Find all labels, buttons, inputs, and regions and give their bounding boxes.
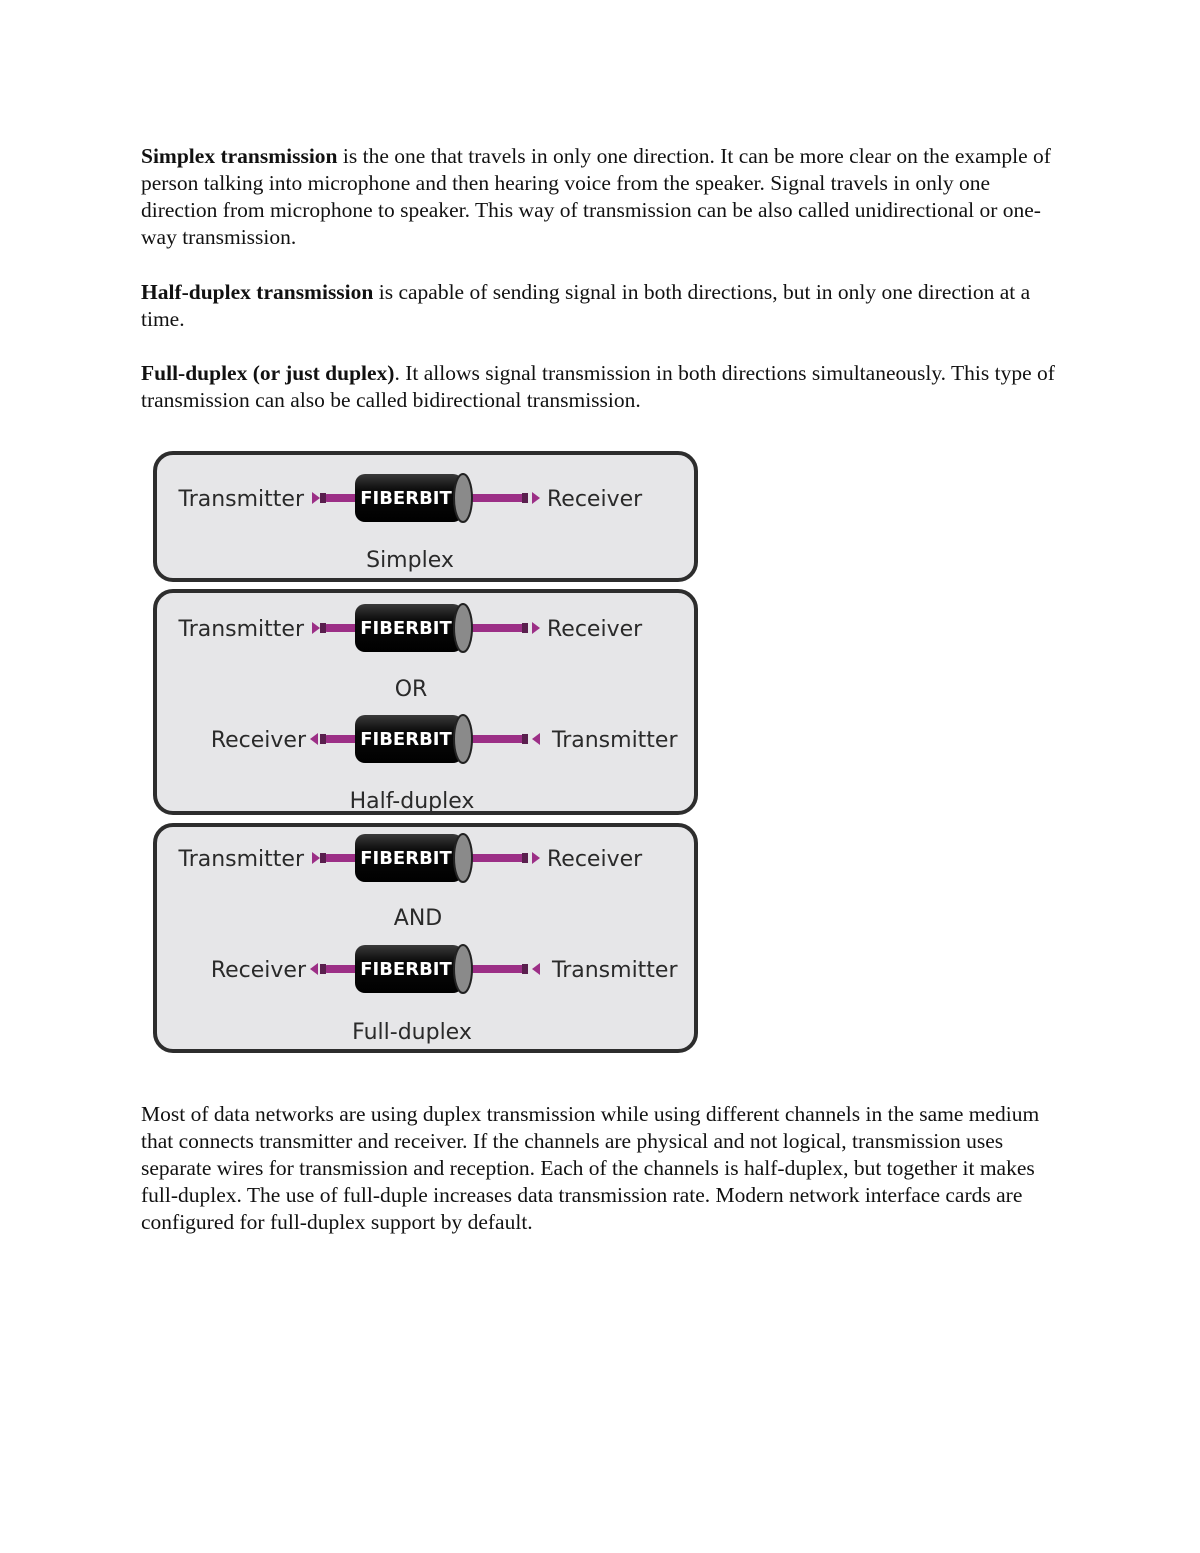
full-duplex-paragraph <box>141 360 1056 414</box>
connector-nub <box>522 734 528 744</box>
signal-line <box>324 494 360 502</box>
row-label-left: Receiver <box>210 958 306 983</box>
row-label-right: Receiver <box>547 617 643 642</box>
full-duplex-text: . It allows signal transmission in both directions simultaneously. This type of transmission can also be called bidirectional transmission. <box>141 361 1055 412</box>
row-label-right: Receiver <box>547 847 643 872</box>
row-label-left: Transmitter <box>178 487 304 512</box>
half-duplex-term: Half-duplex transmission <box>141 280 374 304</box>
fiber-cable-end <box>454 715 472 763</box>
fiber-cable-end <box>454 945 472 993</box>
half-duplex-title: Half-duplex <box>349 789 475 814</box>
row-label-right: Receiver <box>547 487 643 512</box>
row-label-left: Transmitter <box>178 847 304 872</box>
or-connector: OR <box>394 677 428 702</box>
connector-nub <box>522 853 528 863</box>
row-label-left: Receiver <box>210 728 306 753</box>
simplex-text: is the one that travels in only one direction. It can be more clear on the example of person talking into microphone and then hearing voice from the speaker. Signal travels in only one direction from microphone to speaker. This way of transmission can be also called unidirectional or one-way transmission. <box>141 144 1051 249</box>
simplex-paragraph <box>141 143 1056 251</box>
row-label-left: Transmitter <box>178 617 304 642</box>
connector-nub <box>320 964 326 974</box>
connector-nub <box>320 493 326 503</box>
connector-nub <box>522 964 528 974</box>
row-label-right: Transmitter <box>552 728 678 753</box>
fiberbit-brand-label: FIBERBIT <box>360 488 452 509</box>
connector-nub <box>522 493 528 503</box>
closing-paragraph: Most of data networks are using duplex transmission while using different channels in the same medium that connects transmitter and receiver. If the channels are physical and not logical, transmission uses separate wires for transmission and reception. Each of the channels is half-duplex, but together it makes full-duplex. The use of full-duple increases data transmission rate. Modern network interface cards are configured for full-duplex support by default. <box>141 1102 1040 1234</box>
fiber-cable-end <box>454 834 472 882</box>
connector-nub <box>320 623 326 633</box>
simplex-title: Simplex <box>366 548 454 573</box>
signal-line <box>324 624 360 632</box>
connector-nub <box>320 853 326 863</box>
fiberbit-brand-label: FIBERBIT <box>360 848 452 869</box>
row-label-right: Transmitter <box>552 958 678 983</box>
fiberbit-brand-label: FIBERBIT <box>360 729 452 750</box>
signal-line <box>324 965 360 973</box>
fiber-cable-end <box>454 604 472 652</box>
and-connector: AND <box>393 906 443 931</box>
fiberbit-brand-label: FIBERBIT <box>360 959 452 980</box>
connector-nub <box>320 734 326 744</box>
half-duplex-paragraph <box>141 279 1056 333</box>
full-duplex-title: Full-duplex <box>352 1020 472 1045</box>
simplex-term: Simplex transmission <box>141 144 338 168</box>
transmission-modes-diagram <box>150 448 702 1060</box>
fiberbit-brand-label: FIBERBIT <box>360 618 452 639</box>
fiber-cable-end <box>454 474 472 522</box>
half-duplex-text: is capable of sending signal in both directions, but in only one direction at a time. <box>141 280 1031 331</box>
connector-nub <box>522 623 528 633</box>
signal-line <box>324 735 360 743</box>
full-duplex-term: Full-duplex (or just duplex) <box>141 361 395 385</box>
signal-line <box>324 854 360 862</box>
